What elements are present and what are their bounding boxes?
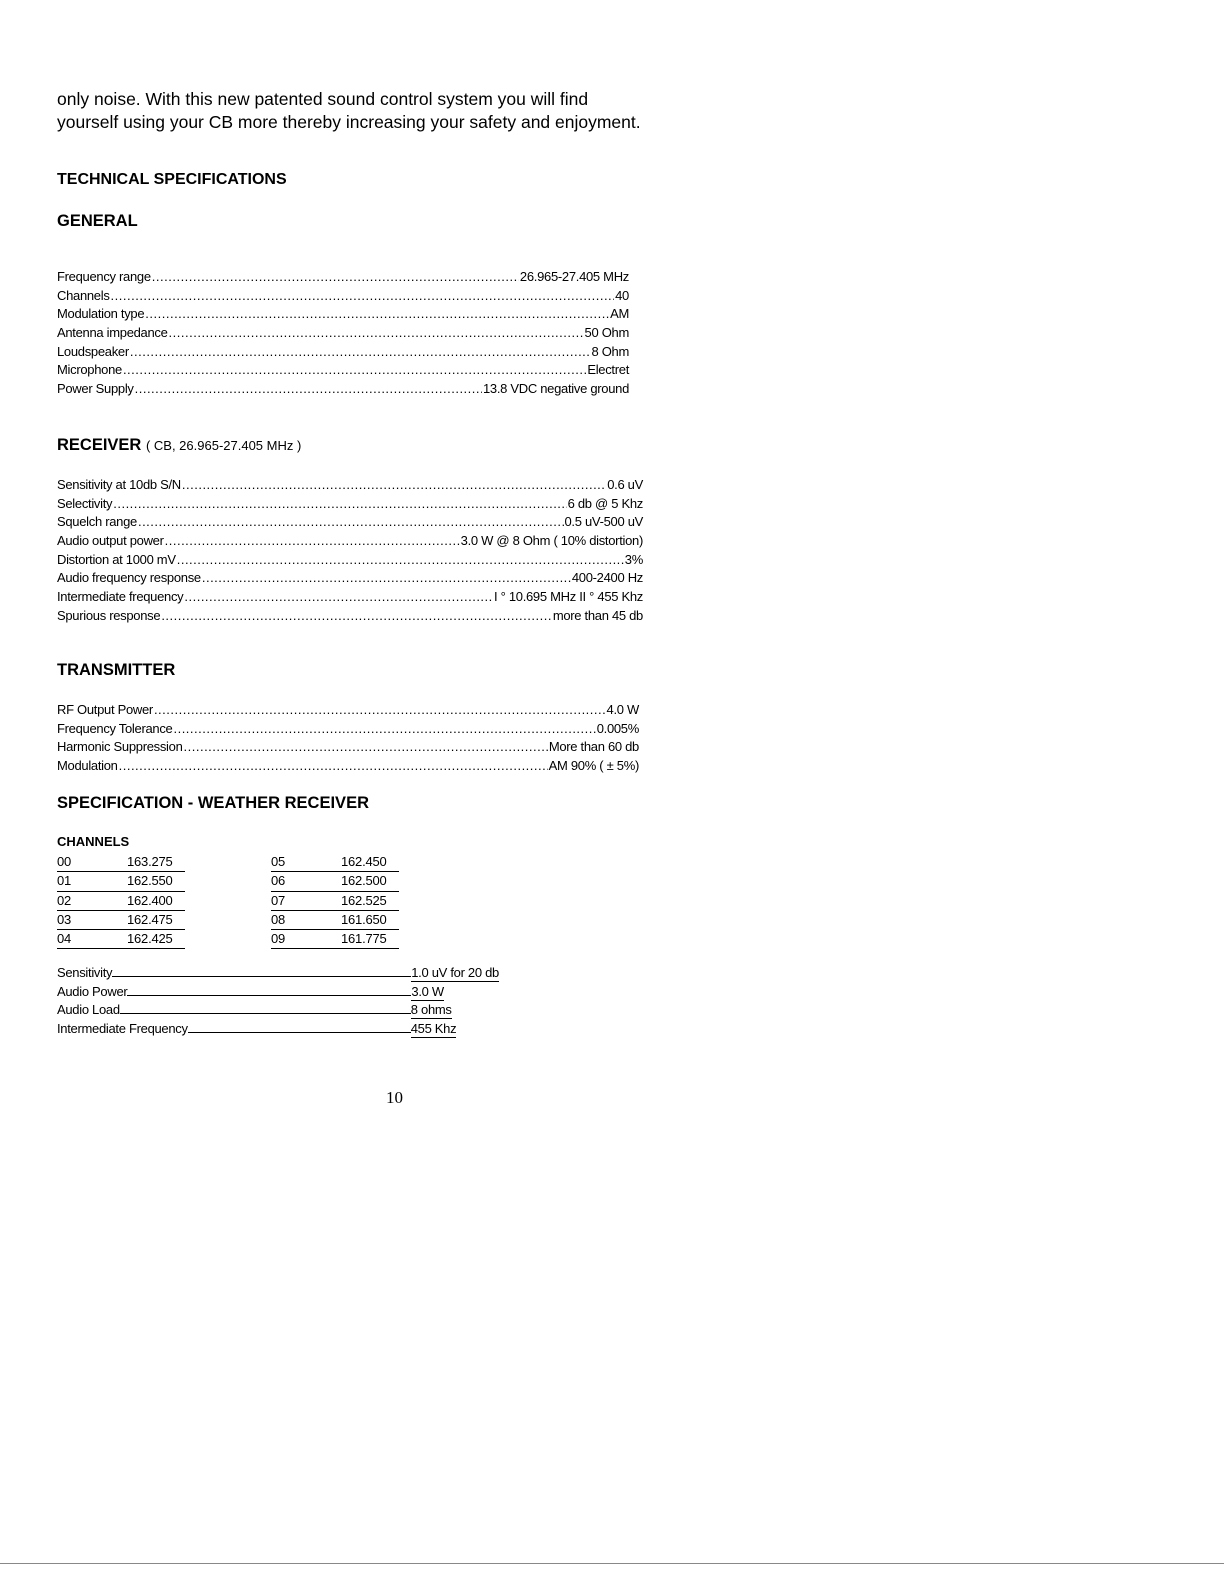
transmitter-heading: TRANSMITTER (57, 661, 176, 679)
underline-leader (112, 963, 411, 977)
spec-row (57, 607, 643, 626)
spec-label: Microphone (57, 362, 122, 378)
spec-label: Frequency range (57, 269, 151, 284)
receiver-heading-title: RECEIVER (57, 436, 142, 454)
spec-label: Intermediate frequency (57, 589, 184, 605)
spec-value: AM (610, 306, 629, 322)
spec-row (57, 551, 643, 570)
spec-value: 6 db @ 5 Khz (567, 495, 643, 511)
spec-label: Antenna impedance (57, 325, 168, 341)
page-number: 10 (386, 1088, 403, 1107)
dot-leader (130, 343, 591, 362)
spec-value: 400-2400 Hz (571, 570, 643, 586)
spec-label: Audio frequency response (57, 570, 201, 586)
dot-leader (111, 287, 615, 306)
spec-label: Channels (57, 287, 110, 303)
spec-label: Modulation (57, 758, 118, 774)
spec-label: Squelch range (57, 514, 137, 530)
channel-number: 05 (271, 854, 286, 869)
channel-frequency: 162.550 (127, 873, 173, 889)
weather-spec-label: Intermediate Frequency (57, 1020, 188, 1036)
dot-leader (182, 476, 606, 495)
channel-row (57, 872, 185, 891)
channel-frequency: 162.400 (127, 892, 173, 908)
spec-row (57, 738, 639, 757)
dot-leader (169, 324, 584, 343)
channel-number: 04 (57, 931, 72, 947)
spec-label: RF Output Power (57, 702, 153, 717)
channel-frequency: 162.450 (341, 854, 387, 869)
spec-row (57, 588, 643, 607)
spec-value: 13.8 VDC negative ground (482, 381, 629, 397)
spec-label: Sensitivity at 10db S/N (57, 477, 181, 492)
spec-value: More than 60 db (548, 739, 639, 755)
weather-spec-row (57, 1000, 577, 1019)
weather-channels-right (271, 853, 399, 949)
channel-number: 03 (57, 911, 72, 927)
spec-label: Selectivity (57, 495, 113, 511)
dot-leader (138, 513, 564, 532)
spec-value: 0.6 uV (607, 477, 643, 492)
dot-leader (184, 738, 548, 757)
underline-leader (120, 1000, 411, 1014)
spec-row (57, 701, 639, 720)
channel-number: 09 (271, 931, 286, 947)
spec-row (57, 305, 629, 324)
channel-row (271, 853, 399, 872)
weather-receiver-heading: SPECIFICATION - WEATHER RECEIVER (57, 794, 369, 812)
intro-line: yourself using your CB more thereby increasing your safety and enjoyment. (57, 112, 641, 132)
spec-row (57, 343, 629, 362)
underline-leader (188, 1019, 411, 1033)
spec-row (57, 757, 639, 776)
spec-value: I ° 10.695 MHz II ° 455 Khz (494, 589, 643, 605)
spec-value: more than 45 db (552, 607, 643, 623)
dot-leader (154, 701, 606, 720)
receiver-heading (57, 436, 301, 455)
spec-row (57, 268, 629, 287)
underline-leader (127, 982, 411, 996)
spec-row (57, 380, 629, 399)
channel-frequency: 162.525 (341, 892, 387, 908)
dot-leader (123, 361, 586, 380)
weather-spec-list (57, 963, 577, 1037)
dot-leader (173, 720, 595, 739)
channel-frequency: 162.475 (127, 911, 173, 927)
spec-label: Audio output power (57, 533, 164, 549)
spec-value: Electret (587, 362, 629, 378)
dot-leader (113, 495, 566, 514)
weather-spec-label: Audio Power (57, 983, 128, 999)
dot-leader (119, 757, 548, 776)
spec-row (57, 361, 629, 380)
channel-row (57, 930, 185, 949)
spec-label: Power Supply (57, 381, 134, 397)
spec-row (57, 476, 643, 495)
spec-value: AM 90% ( ± 5%) (548, 758, 639, 774)
weather-spec-value: 455 Khz (410, 1020, 457, 1036)
spec-value: 40 (615, 287, 629, 303)
receiver-spec-list (57, 476, 643, 626)
channel-row (271, 930, 399, 949)
dot-leader (165, 532, 460, 551)
weather-channels-left (57, 853, 185, 949)
spec-value: 0.005% (596, 720, 639, 736)
spec-row (57, 287, 629, 306)
channel-number: 00 (57, 854, 72, 869)
spec-row (57, 532, 643, 551)
weather-spec-value: 8 ohms (410, 1002, 452, 1017)
spec-label: Loudspeaker (57, 343, 129, 359)
spec-row (57, 495, 643, 514)
spec-value: 0.5 uV-500 uV (564, 514, 643, 530)
dot-leader (145, 305, 609, 324)
receiver-heading-subtitle: ( CB, 26.965-27.405 MHz ) (145, 438, 302, 453)
spec-label: Frequency Tolerance (57, 720, 173, 736)
weather-spec-value: 3.0 W (411, 983, 444, 999)
intro-line: only noise. With this new patented sound control system you will find (57, 89, 589, 109)
spec-label: Modulation type (57, 306, 145, 322)
channel-row (57, 892, 185, 911)
channel-number: 06 (271, 873, 286, 889)
dot-leader (135, 380, 482, 399)
channels-heading: CHANNELS (57, 834, 130, 849)
spec-label: Spurious response (57, 607, 161, 623)
spec-row (57, 324, 629, 343)
spec-row (57, 720, 639, 739)
general-spec-list (57, 268, 629, 399)
spec-label: Harmonic Suppression (57, 739, 183, 755)
channel-frequency: 162.500 (341, 873, 387, 889)
channel-row (57, 853, 185, 872)
weather-spec-row (57, 963, 577, 982)
weather-spec-label: Audio Load (57, 1002, 120, 1017)
dot-leader (161, 607, 552, 626)
weather-spec-value: 1.0 uV for 20 db (411, 965, 499, 980)
channel-frequency: 163.275 (127, 854, 173, 869)
spec-label: Distortion at 1000 mV (57, 551, 176, 567)
spec-value: 4.0 W (606, 702, 639, 717)
spec-value: 50 Ohm (584, 325, 629, 341)
channel-frequency: 162.425 (127, 931, 173, 947)
weather-spec-row (57, 982, 577, 1001)
technical-specifications-heading: TECHNICAL SPECIFICATIONS (57, 171, 287, 188)
channel-row (271, 911, 399, 930)
spec-value: 3.0 W @ 8 Ohm ( 10% distortion) (460, 533, 643, 549)
scan-edge-divider (0, 1563, 1224, 1564)
channel-row (271, 872, 399, 891)
dot-leader (177, 551, 624, 570)
spec-row (57, 569, 643, 588)
spec-row (57, 513, 643, 532)
spec-value: 3% (624, 551, 643, 567)
channel-frequency: 161.775 (341, 931, 387, 947)
channel-row (57, 911, 185, 930)
dot-leader (184, 588, 493, 607)
spec-value: 8 Ohm (591, 343, 629, 359)
dot-leader (152, 268, 519, 287)
channel-number: 02 (57, 892, 72, 908)
channel-number: 07 (271, 892, 286, 908)
weather-spec-row (57, 1019, 577, 1038)
dot-leader (202, 569, 571, 588)
channel-number: 08 (271, 911, 286, 927)
channel-row (271, 892, 399, 911)
intro-paragraph (57, 88, 777, 134)
channel-number: 01 (57, 873, 72, 889)
transmitter-spec-list (57, 701, 639, 776)
weather-spec-label: Sensitivity (57, 965, 113, 980)
channel-frequency: 161.650 (341, 911, 387, 927)
spec-value: 26.965-27.405 MHz (519, 269, 629, 284)
general-heading: GENERAL (57, 212, 138, 230)
